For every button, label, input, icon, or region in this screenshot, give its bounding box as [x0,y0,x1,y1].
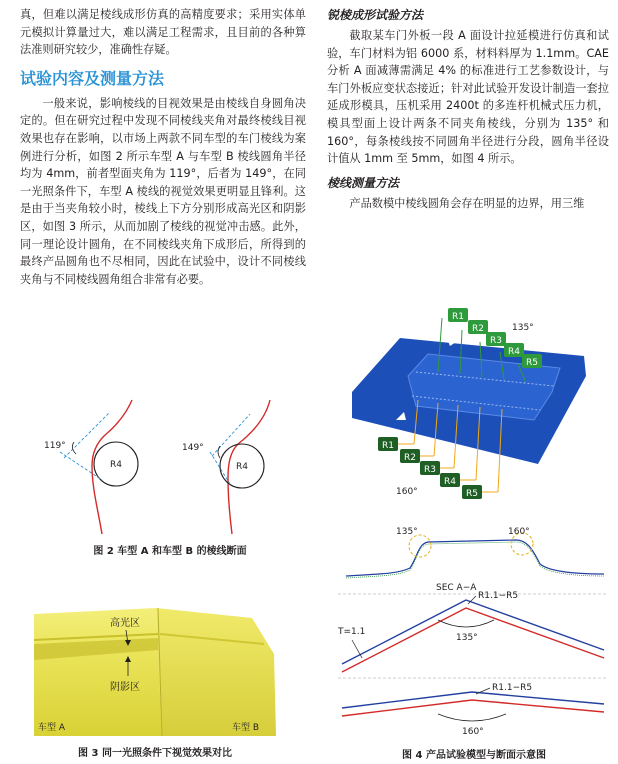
detail-135-radius: R1.1−R5 [478,591,519,601]
section-paragraph: 一般来说，影响棱线的目视效果是由棱线自身圆角决定的。但在研究过程中发现不同棱线夹角对最终棱线目视效果也存在影响，以市场上两款不同车型的车门棱线为案例进行分析，如图 2 所示车型 A 与车型 B 棱线圆角半径均为 4mm，前者型面夹角为 119°，后者为 149°，在同一光照条件下，车型 A 棱线的视觉效果更明显且锋利。这是由于当夹角较小时，棱线上下方分别形成高光区和阴影区，如图 3 所示，从而加剧了棱线的视觉冲击感。此外，同一理论设计圆角，在不同棱线夹角下成形后，所得到的最终产品圆角也不尽相同，因此在试验中，设计不同棱线夹角与不同棱线圆角组合非常有必要。 [20,96,306,286]
right-column [327,6,609,212]
section-profile-upper [346,540,604,576]
model-b-panel [156,608,276,736]
figure-4-caption: 图 4 产品试验模型与断面示意图 [402,750,546,761]
green-tag-r2 [468,320,488,334]
svg-text:R4: R4 [508,347,520,357]
figure-2-diagram [30,392,310,542]
subsection-paragraph-1: 截取某车门外板一段 A 面设计拉延模进行仿真和试验，车门材料为铝 6000 系，材料料厚为 1.1mm。CAE 分析 A 面减薄需满足 4% 的标准进行工艺参数设计，与车门外板应变状态接近；针对此试验开发设计制造一套拉延成形模具，压机采用 2400t 的多连杆机械式压力机，模具型面上设计两条不同夹角棱线，分别为 135° 和 160°，每条棱线按不同圆角半径进行分段，圆角半径设计值从 1mm 至 5mm，如图 4 所示。 [327,29,609,166]
model-b-label: 车型 B [232,723,260,733]
figure-3-photo [34,604,276,736]
thickness-pointer [352,640,362,658]
figure-2-caption: 图 2 车型 A 和车型 B 的棱线断面 [93,546,247,557]
model-a-angle-label: 119° [44,441,66,451]
highlight-label: 高光区 [110,618,140,629]
model-a-panel [34,608,162,736]
model-a-angle-arc [72,442,76,454]
section-profile-lower [346,542,604,578]
green-tag-r1 [448,308,468,322]
model-a-tangent-upper [64,412,110,458]
section-aa-label: SEC A−A [436,583,477,593]
model-b-tangent-upper [212,414,250,456]
svg-text:R5: R5 [466,489,478,499]
svg-text:R1: R1 [382,441,394,451]
model-b-angle-label: 149° [182,443,204,453]
model-a-radius-label: R4 [110,460,122,470]
section-angle-160: 160° [508,527,530,537]
detail-135-angle: 135° [456,633,478,643]
intro-paragraph: 真，但难以满足棱线成形仿真的高精度要求；采用实体单元模拟计算量过大，难以满足工程需求，且目前的各种算法准则研究较少，准确性存疑。 [20,8,306,57]
dark-tag-r2 [400,449,420,463]
angle-label-160: 160° [396,487,418,497]
left-column [20,6,306,288]
subsection-title-2: 棱线测量方法 [327,175,400,190]
green-tag-r5 [522,354,542,368]
subsection-title-1: 锐棱成形试验方法 [327,8,424,22]
detail-135-outer [342,600,604,664]
section-highlight-135 [409,535,431,557]
dark-tag-r3 [420,461,440,475]
svg-text:R4: R4 [444,477,456,487]
figure-3 [34,604,276,736]
detail-160-inner [342,700,604,716]
section-angle-135: 135° [396,527,418,537]
detail-160-arc [438,714,506,721]
figure-2 [30,392,310,542]
dark-tag-r5 [462,485,482,499]
svg-text:R2: R2 [472,324,484,334]
detail-135-arc [438,620,494,627]
model-a-label: 车型 A [38,723,66,733]
model-b-radius-label: R4 [236,462,248,472]
subsection-paragraph-2: 产品数模中棱线圆角会存在明显的边界，用三维 [349,196,585,210]
figure-3-caption: 图 3 同一光照条件下视觉效果对比 [78,748,232,759]
shadow-label: 阴影区 [110,682,140,693]
thickness-label: T=1.1 [338,627,366,637]
green-tag-r4 [504,343,524,357]
angle-label-135: 135° [512,323,534,333]
dark-tag-r4 [440,473,460,487]
dark-tag-r1 [378,437,398,451]
detail-160-radius: R1.1−R5 [492,683,533,693]
svg-text:R5: R5 [526,358,538,368]
green-tag-r3 [486,332,506,346]
section-title: 试验内容及测量方法 [20,68,165,88]
svg-text:R3: R3 [490,336,502,346]
svg-text:R1: R1 [452,312,464,322]
svg-text:R2: R2 [404,453,416,463]
figure-4-diagram [338,288,610,744]
detail-160-angle: 160° [462,727,484,737]
svg-text:R3: R3 [424,465,436,475]
figure-4 [338,288,610,744]
